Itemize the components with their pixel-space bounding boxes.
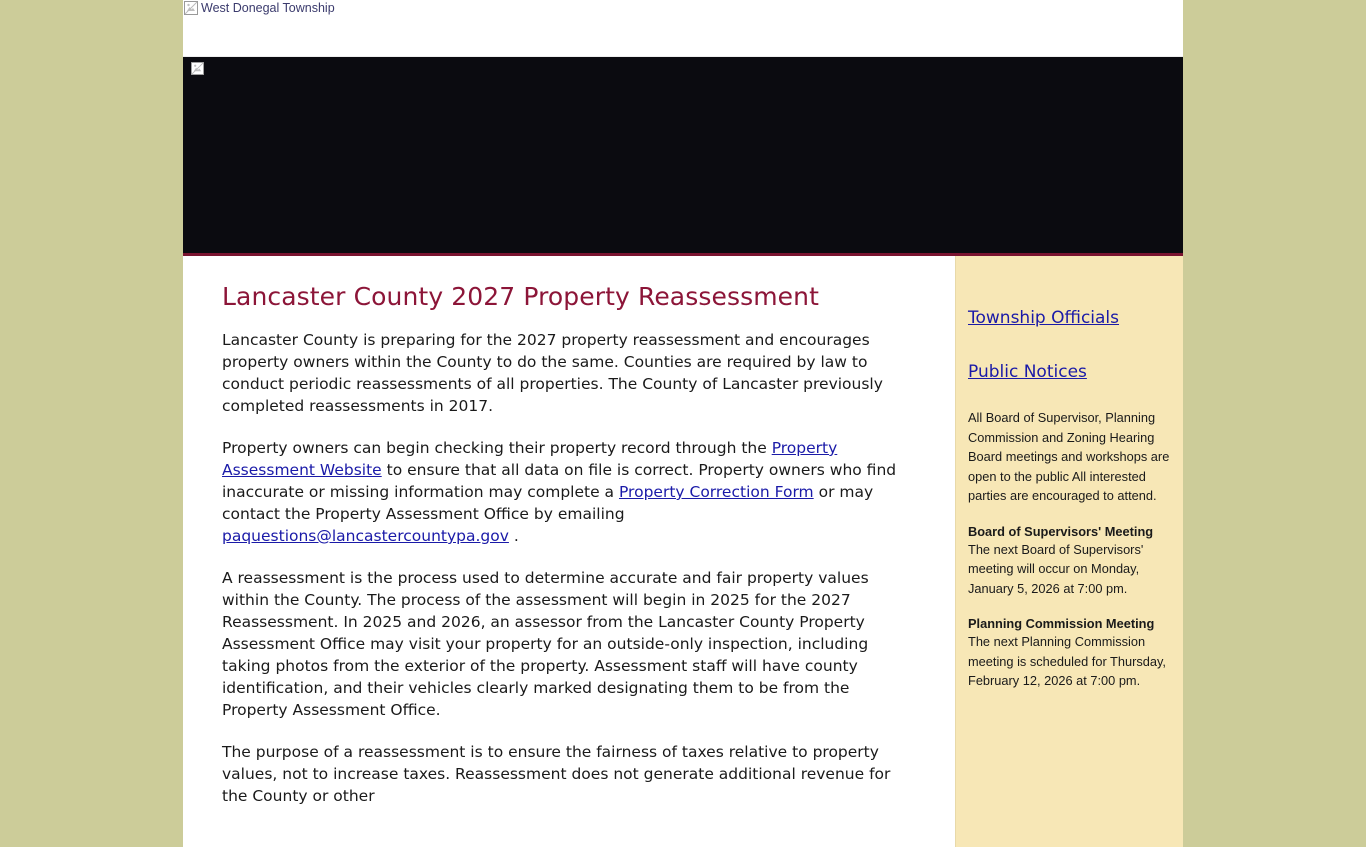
site-logo[interactable] <box>183 0 1183 18</box>
hero-banner <box>183 57 1183 256</box>
broken-image-placeholder <box>184 0 335 16</box>
paragraph-1 <box>222 329 911 417</box>
content-area <box>183 256 1183 847</box>
broken-image-icon <box>184 1 198 15</box>
property-assessment-website-link[interactable]: Property Assessment Website <box>222 439 838 479</box>
sidebar-meeting-title: Planning Commission Meeting <box>968 616 1155 631</box>
sidebar-meeting-title: Board of Supervisors' Meeting <box>968 523 1154 539</box>
paragraph-3 <box>222 567 911 721</box>
paragraph-2 <box>222 437 911 547</box>
sidebar-meeting-planning-commission <box>968 616 1171 691</box>
sidebar <box>955 256 1183 847</box>
assessment-email-link[interactable]: paquestions@lancastercountypa.gov <box>222 527 509 545</box>
site-logo-alt-text: West Donegal Township <box>201 1 335 15</box>
paragraph-4-text: The purpose of a reassessment is to ensure the fairness of taxes relative to property values, not to increase taxes. Reassessment does not generate additional revenue for the County or other <box>222 743 891 805</box>
sidebar-item-public-notices[interactable]: Public Notices <box>968 362 1087 382</box>
paragraph-4 <box>222 741 911 807</box>
main-content <box>183 256 955 847</box>
paragraph-2-text-a: Property owners can begin checking their property record through the <box>222 439 772 457</box>
paragraph-2-text-c: or may contact the Property Assessment Office by emailing <box>222 483 874 523</box>
page-title: Lancaster County 2027 Property Reassessment <box>222 282 819 311</box>
paragraph-2-text-b: to ensure that all data on file is correct. Property owners who find inaccurate or missing information may complete a <box>222 461 897 501</box>
sidebar-meeting-text: The next Planning Commission meeting is scheduled for Thursday, February 12, 2026 at 7:00 pm. <box>968 634 1166 688</box>
paragraph-1-text: Lancaster County is preparing for the 2027 property reassessment and encourages property owners within the County to do the same. Counties are required by law to conduct periodic reassessments of all properties. The County of Lancaster previously completed reassessments in 2017. <box>222 331 883 415</box>
top-navigation-bar[interactable] <box>183 18 1183 57</box>
paragraph-3-text: A reassessment is the process used to determine accurate and fair property values within the County. The process of the assessment will begin in 2025 for the 2027 Reassessment. In 2025 and 2026, an assessor from the Lancaster County Property Assessment Office may visit your property for an outside-only inspection, including taking photos from the exterior of the property. Assessment staff will have county identification, and their vehicles clearly marked designating them to be from the Property Assessment Office. <box>222 569 869 719</box>
page-container <box>183 0 1183 847</box>
sidebar-meeting-board-of-supervisors <box>968 524 1171 599</box>
paragraph-2-text-d: . <box>508 527 519 545</box>
broken-image-icon <box>191 62 204 75</box>
sidebar-meeting-text: The next Board of Supervisors' meeting will occur on Monday, January 5, 2026 at 7:00 pm. <box>968 541 1144 596</box>
sidebar-item-township-officials[interactable]: Township Officials <box>968 308 1120 328</box>
sidebar-meetings-notice: All Board of Supervisor, Planning Commission and Zoning Hearing Board meetings and workshops are open to the public All interested parties are encouraged to attend. <box>968 410 1170 503</box>
property-correction-form-link[interactable]: Property Correction Form <box>618 483 814 501</box>
